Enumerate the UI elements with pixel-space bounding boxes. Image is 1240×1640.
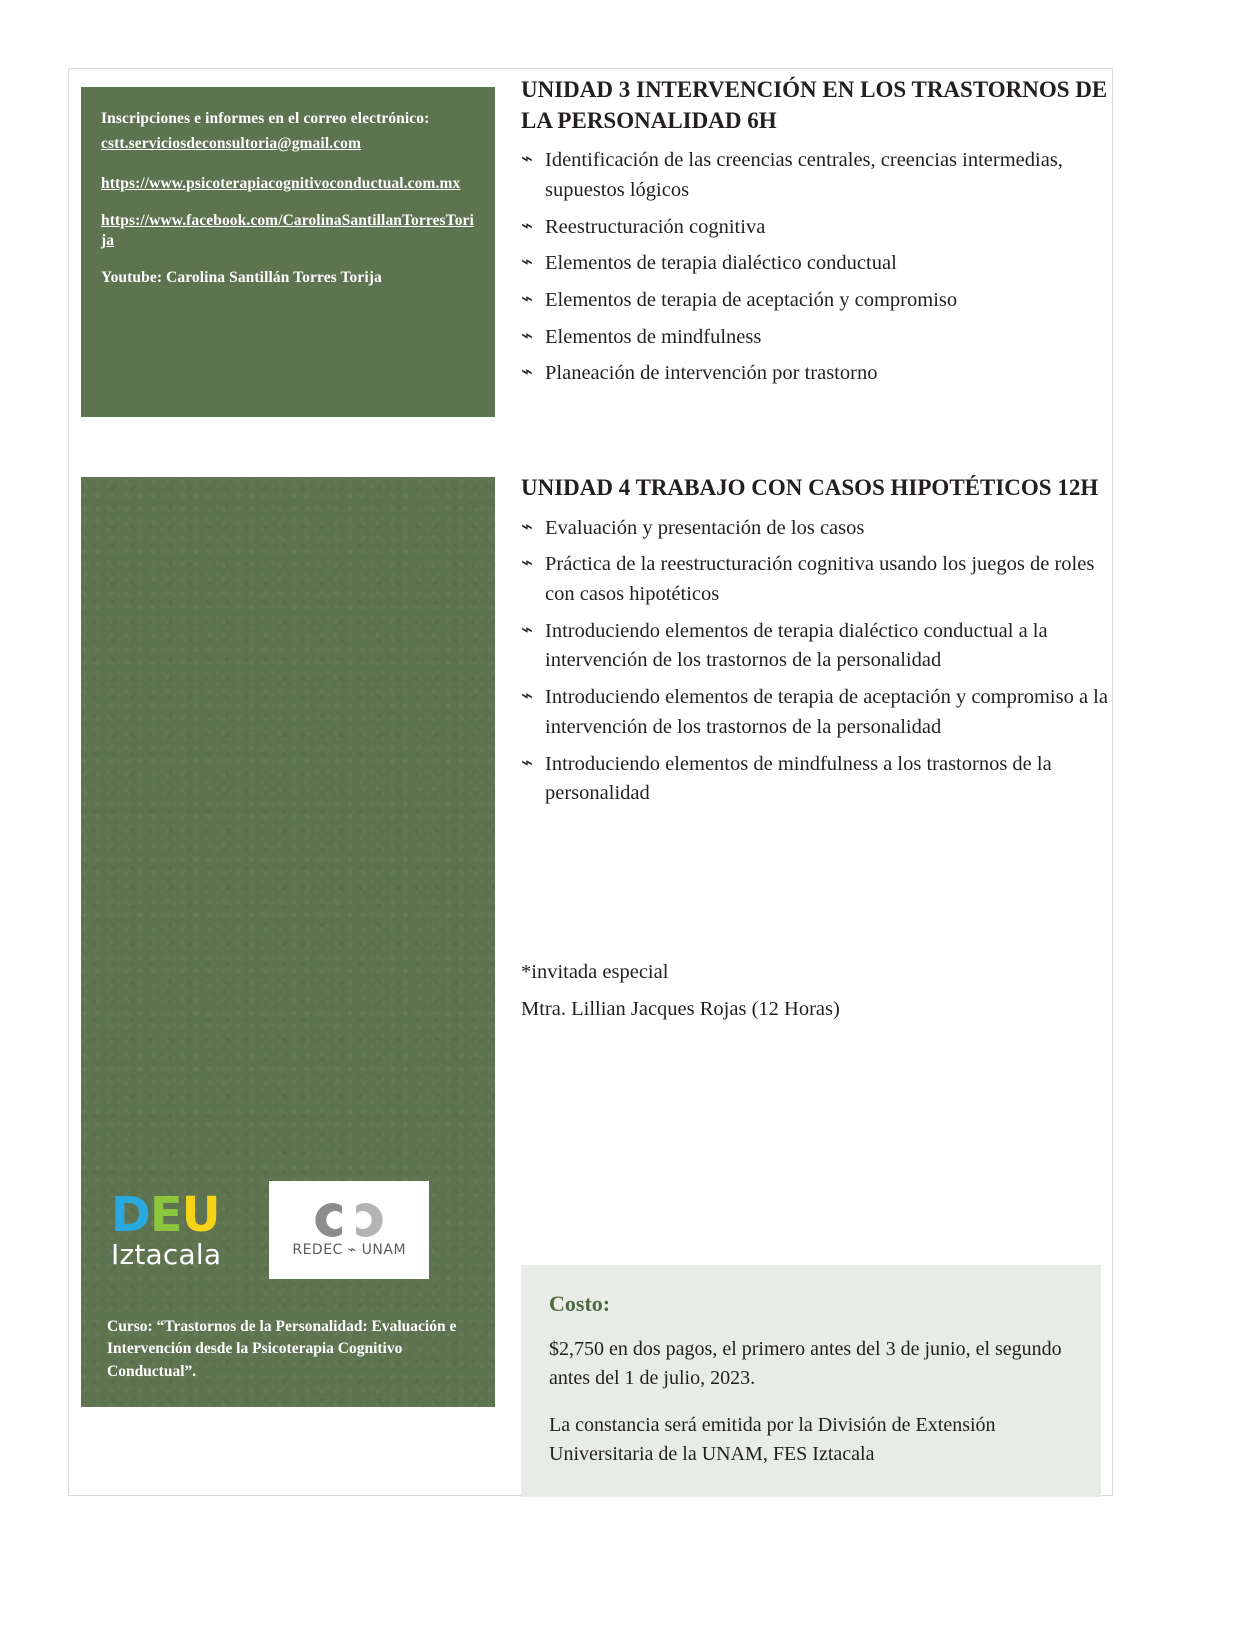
unit-4-section bbox=[521, 473, 1113, 816]
unit-4-list bbox=[521, 514, 1113, 809]
flyer-page bbox=[68, 68, 1113, 1496]
list-item bbox=[521, 617, 1113, 676]
list-item bbox=[521, 286, 1113, 316]
contact-facebook-link[interactable]: https://www.facebook.com/CarolinaSantillanTorresTorija bbox=[101, 211, 474, 250]
list-item bbox=[521, 249, 1113, 279]
list-item bbox=[521, 683, 1113, 742]
course-caption: Curso: “Trastornos de la Personalidad: Evaluación e Intervención desde la Psicoterapia Cognitivo Conductual”. bbox=[107, 1317, 457, 1380]
list-item-label: Elementos de terapia dialéctico conductual bbox=[545, 252, 897, 275]
tilde-bullet-icon: ⌁ bbox=[521, 324, 534, 347]
tilde-bullet-icon: ⌁ bbox=[521, 148, 534, 171]
tilde-bullet-icon: ⌁ bbox=[521, 214, 534, 237]
unit-3-title: UNIDAD 3 INTERVENCIÓN EN LOS TRASTORNOS DE LA PERSONALIDAD 6H bbox=[521, 77, 1108, 133]
list-item-label: Introduciendo elementos de terapia dialéctico conductual a la intervención de los trastornos de la personalidad bbox=[545, 619, 1048, 672]
list-item-label: Introduciendo elementos de mindfulness a los trastornos de la personalidad bbox=[545, 752, 1052, 805]
unit-3-section bbox=[521, 75, 1113, 396]
list-item bbox=[521, 750, 1113, 809]
unit-4-title: UNIDAD 4 TRABAJO CON CASOS HIPOTÉTICOS 12H bbox=[521, 475, 1099, 500]
deu-logo bbox=[111, 1187, 222, 1271]
list-item-label: Evaluación y presentación de los casos bbox=[545, 516, 865, 539]
contact-youtube-label: Youtube: Carolina Santillán Torres Torija bbox=[101, 269, 382, 287]
redec-right-arc-icon bbox=[350, 1202, 396, 1238]
deu-letter-e: E bbox=[149, 1187, 182, 1243]
contact-intro-label: Inscripciones e informes en el correo electrónico: bbox=[101, 110, 430, 127]
cost-amount-text: $2,750 en dos pagos, el primero antes del 3 de junio, el segundo antes del 1 de julio, 2023. bbox=[549, 1338, 1062, 1389]
tilde-bullet-icon: ⌁ bbox=[521, 515, 534, 538]
logo-row bbox=[111, 1181, 429, 1279]
list-item bbox=[521, 146, 1113, 205]
deu-logo-subtitle: Iztacala bbox=[111, 1238, 222, 1271]
list-item bbox=[521, 550, 1113, 609]
redec-left-arc-icon bbox=[302, 1202, 348, 1238]
unit-3-list bbox=[521, 146, 1113, 389]
list-item-label: Planeación de intervención por trastorno bbox=[545, 362, 878, 385]
tilde-bullet-icon: ⌁ bbox=[521, 685, 534, 708]
tilde-bullet-icon: ⌁ bbox=[521, 552, 534, 575]
deu-letter-u: U bbox=[181, 1187, 220, 1243]
contact-panel bbox=[81, 87, 495, 417]
tilde-bullet-icon: ⌁ bbox=[521, 751, 534, 774]
list-item-label: Reestructuración cognitiva bbox=[545, 215, 766, 238]
cost-title: Costo: bbox=[549, 1291, 611, 1316]
list-item-label: Práctica de la reestructuración cognitiva usando los juegos de roles con casos hipotéticos bbox=[545, 553, 1095, 606]
contact-website-link[interactable]: https://www.psicoterapiacognitivoconductual.com.mx bbox=[101, 175, 461, 193]
redec-logo-mark bbox=[302, 1202, 396, 1238]
photo-placeholder bbox=[81, 477, 495, 1407]
deu-letter-d: D bbox=[111, 1187, 150, 1243]
cost-panel bbox=[521, 1265, 1101, 1497]
redec-unam-logo bbox=[269, 1181, 429, 1279]
deu-logo-letters bbox=[111, 1187, 221, 1243]
list-item-label: Identificación de las creencias centrales, creencias intermedias, supuestos lógicos bbox=[545, 149, 1063, 201]
special-guest-label: *invitada especial bbox=[521, 961, 669, 983]
list-item-label: Elementos de terapia de aceptación y compromiso bbox=[545, 289, 958, 312]
list-item-label: Elementos de mindfulness bbox=[545, 325, 762, 348]
contact-email-link[interactable]: cstt.serviciosdeconsultoria@gmail.com bbox=[101, 134, 362, 152]
tilde-bullet-icon: ⌁ bbox=[521, 288, 534, 311]
special-guest-section bbox=[521, 957, 1113, 1031]
list-item bbox=[521, 514, 1113, 544]
tilde-bullet-icon: ⌁ bbox=[521, 361, 534, 384]
tilde-bullet-icon: ⌁ bbox=[521, 251, 534, 274]
special-guest-name: Mtra. Lillian Jacques Rojas (12 Horas) bbox=[521, 997, 840, 1020]
list-item bbox=[521, 213, 1113, 243]
list-item-label: Introduciendo elementos de terapia de aceptación y compromiso a la intervención de los trastornos de la personalidad bbox=[545, 686, 1108, 738]
left-column bbox=[69, 69, 495, 1495]
tilde-bullet-icon: ⌁ bbox=[521, 618, 534, 641]
redec-logo-label: REDEC ⌁ UNAM bbox=[292, 1242, 407, 1258]
cost-certificate-text: La constancia será emitida por la División de Extensión Universitaria de la UNAM, FES Iztacala bbox=[549, 1414, 996, 1465]
list-item bbox=[521, 359, 1113, 389]
list-item bbox=[521, 323, 1113, 353]
